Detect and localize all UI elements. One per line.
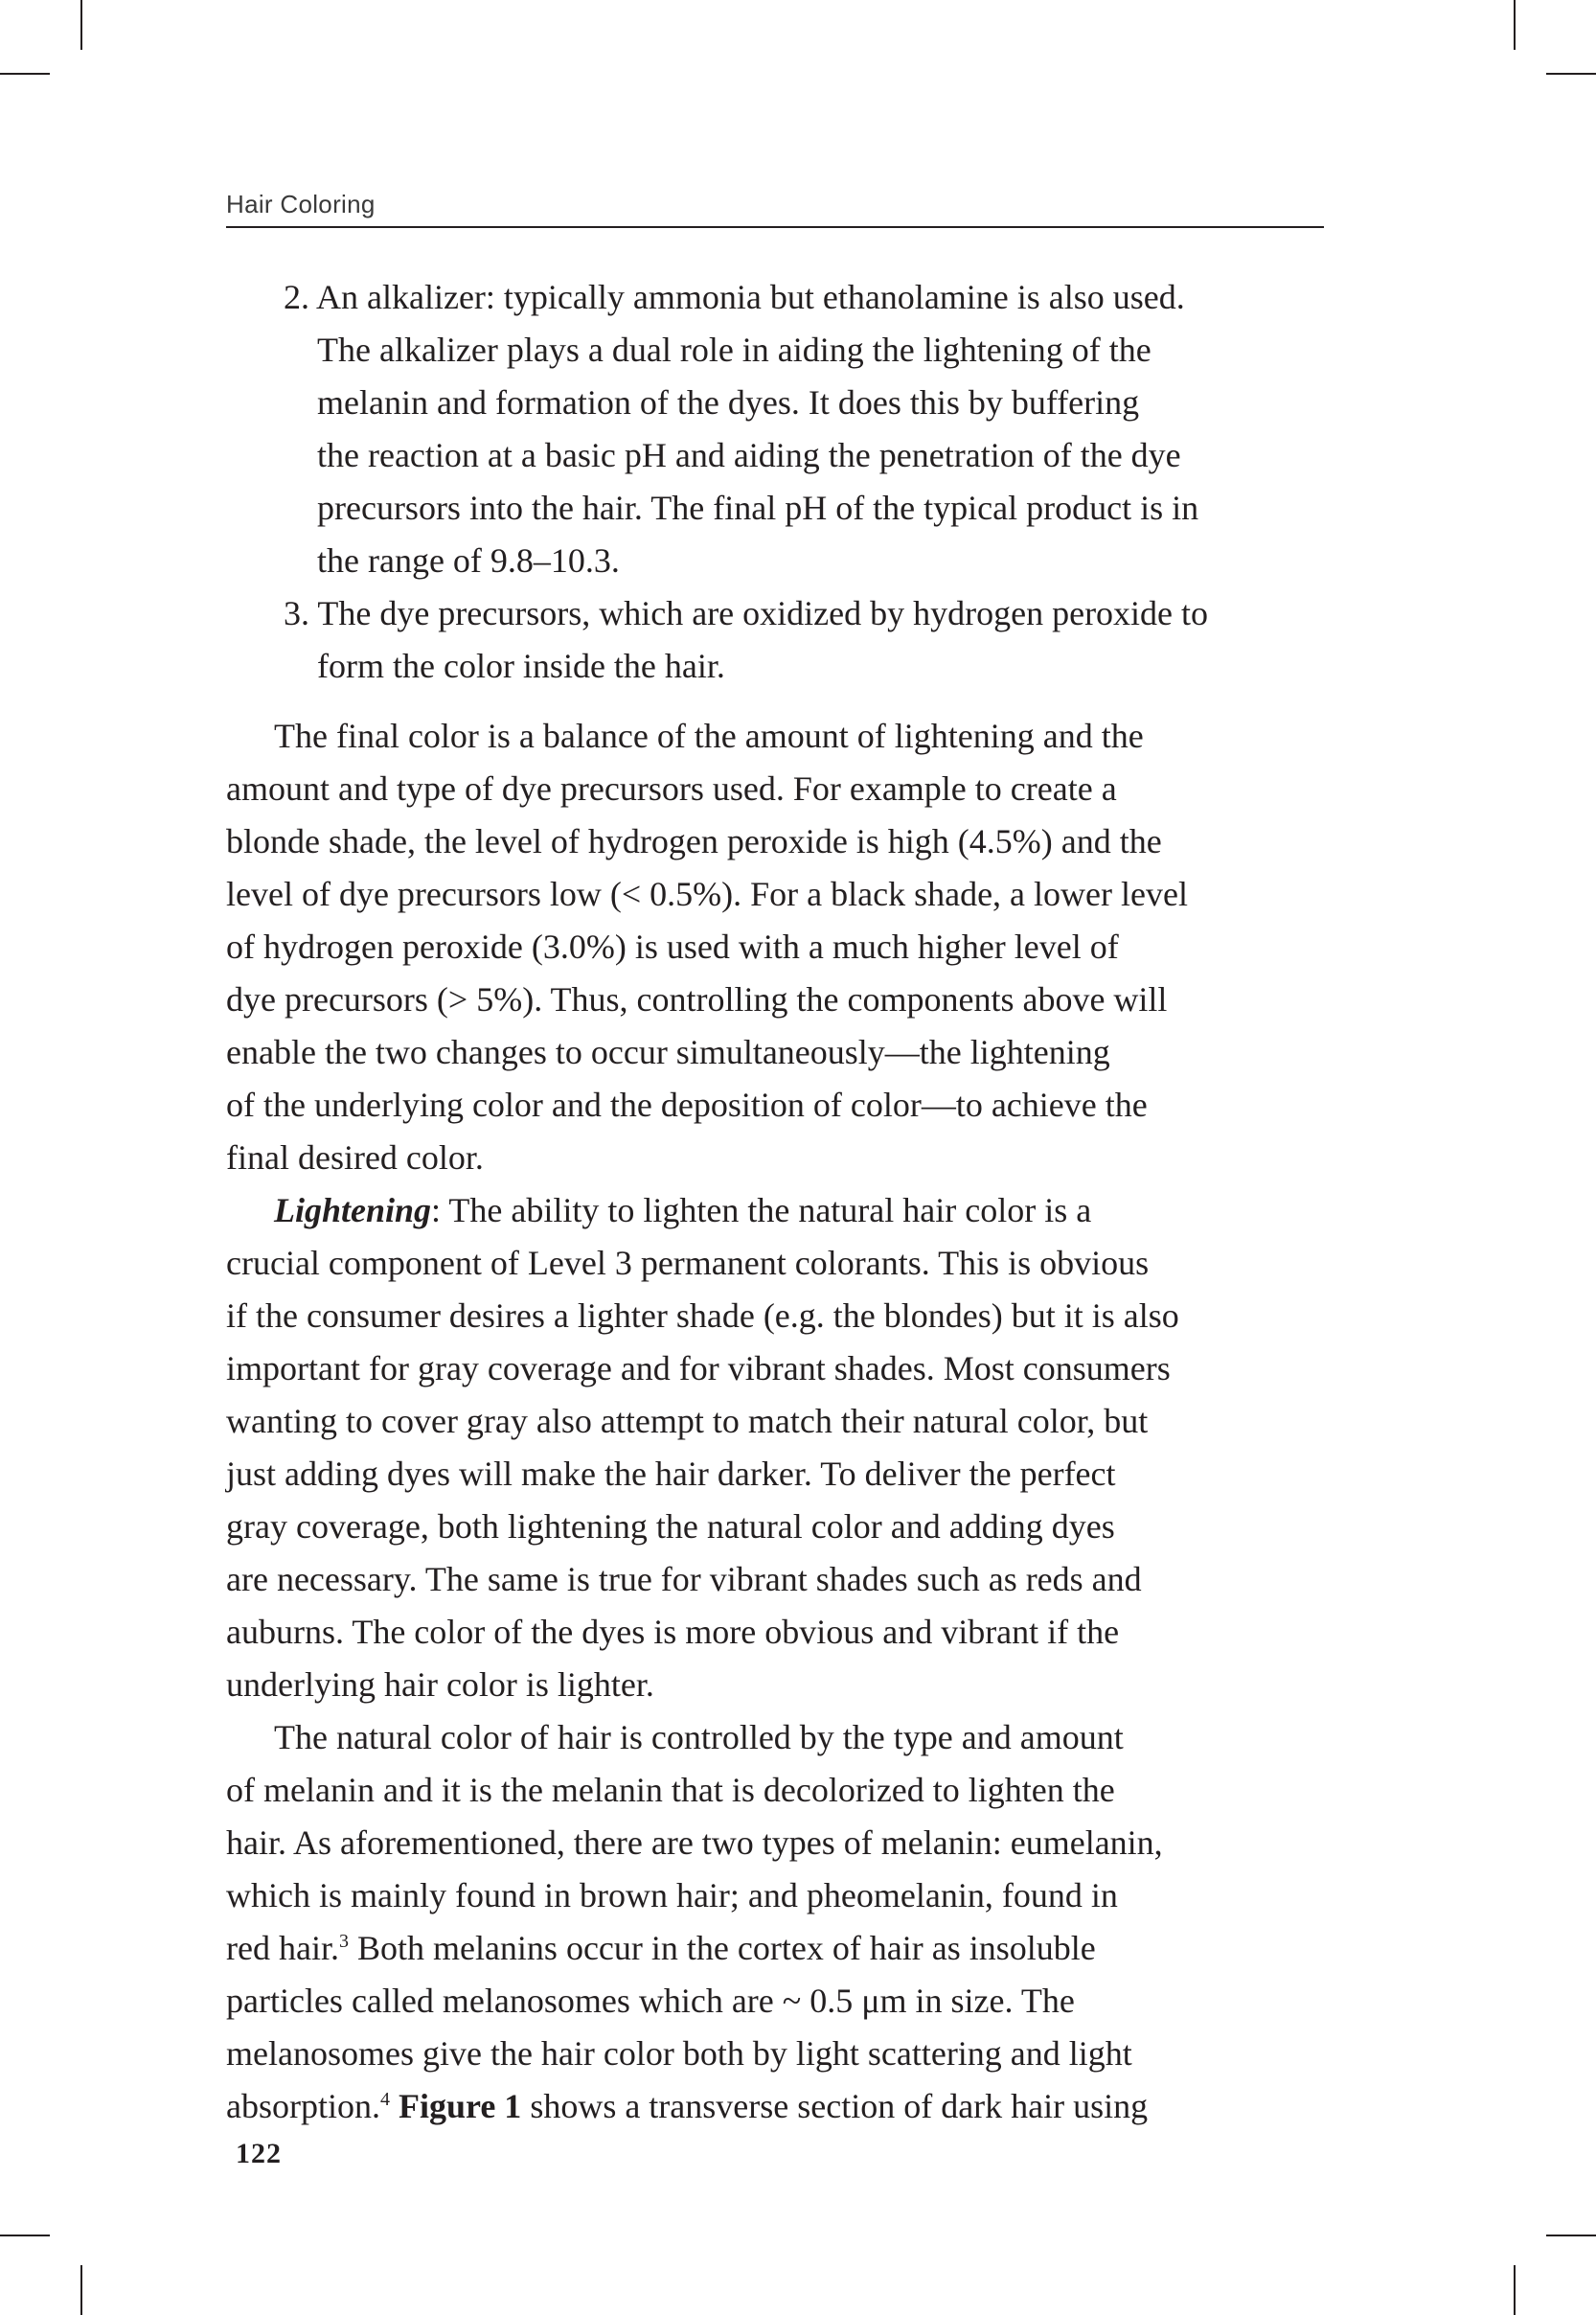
paragraph-text: red hair. [226,1929,339,1967]
paragraph-line: dye precursors (> 5%). Thus, controlling the components above will [226,980,1168,1019]
paragraph-line: amount and type of dye precursors used. For example to create a [226,769,1117,808]
paragraph-line: which is mainly found in brown hair; and pheomelanin, found in [226,1876,1118,1914]
list-item-2-line: The alkalizer plays a dual role in aiding the lightening of the [317,331,1151,369]
paragraph-line: of melanin and it is the melanin that is decolorized to lighten the [226,1771,1115,1809]
paragraph-line: auburns. The color of the dyes is more obvious and vibrant if the [226,1613,1120,1651]
crop-mark [1546,2235,1596,2236]
list-item-3-line: 3. The dye precursors, which are oxidized by hydrogen peroxide to [284,594,1209,632]
paragraph-text: Both melanins occur in the cortex of hair as insoluble [348,1929,1096,1967]
run-in-heading: Lightening [274,1191,432,1229]
paragraph-line: are necessary. The same is true for vibrant shades such as reds and [226,1560,1142,1598]
paragraph-line: if the consumer desires a lighter shade (e.g. the blondes) but it is also [226,1296,1179,1335]
page-number: 122 [236,2138,282,2169]
paragraph-line: crucial component of Level 3 permanent colorants. This is obvious [226,1244,1150,1282]
list-item-2-line: the reaction at a basic pH and aiding the penetration of the dye [317,436,1181,474]
paragraph-line: underlying hair color is lighter. [226,1665,654,1704]
list-item-3-line: form the color inside the hair. [317,647,725,685]
paragraph-line [226,2080,1337,2133]
crop-mark [0,2235,50,2236]
paragraph-line: just adding dyes will make the hair darker. To deliver the perfect [226,1455,1116,1493]
paragraph-line: final desired color. [226,1138,484,1177]
paragraph-line: melanosomes give the hair color both by light scattering and light [226,2034,1132,2073]
crop-mark [1514,2265,1516,2315]
paragraph-line: level of dye precursors low (< 0.5%). For a black shade, a lower level [226,875,1188,913]
paragraph-line: of hydrogen peroxide (3.0%) is used with a much higher level of [226,928,1119,966]
header-rule [226,226,1324,228]
paragraph-line: enable the two changes to occur simultaneously—the lightening [226,1033,1110,1071]
crop-mark [80,0,82,50]
paragraph-line: hair. As aforementioned, there are two types of melanin: eumelanin, [226,1823,1163,1862]
paragraph-line [226,1184,1337,1237]
reference-superscript: 3 [338,1931,349,1952]
crop-mark [1514,0,1516,50]
paragraph-line: of the underlying color and the deposition of color—to achieve the [226,1086,1148,1124]
paragraph-line: particles called melanosomes which are ~ 0.5 μm in size. The [226,1982,1075,2020]
paragraph-line: The natural color of hair is controlled by the type and amount [274,1718,1124,1756]
paragraph-text: : The ability to lighten the natural hair color is a [431,1191,1092,1229]
body-text [226,710,1337,2133]
list-item-2-line: melanin and formation of the dyes. It does this by buffering [317,383,1140,422]
paragraph-line: gray coverage, both lightening the natural color and adding dyes [226,1507,1115,1546]
paragraph-line: blonde shade, the level of hydrogen peroxide is high (4.5%) and the [226,822,1162,860]
list-item-2-line: 2. An alkalizer: typically ammonia but ethanolamine is also used. [284,278,1185,316]
paragraph-line: important for gray coverage and for vibrant shades. Most consumers [226,1349,1171,1387]
list-item-2-line: precursors into the hair. The final pH of the typical product is in [317,489,1199,527]
paragraph-line: The final color is a balance of the amount of lightening and the [274,717,1144,755]
paragraph-line: wanting to cover gray also attempt to match their natural color, but [226,1402,1149,1440]
running-head: Hair Coloring [226,190,376,218]
paragraph-line [226,1922,1337,1975]
paragraph-text: absorption. [226,2087,380,2125]
list-item-2-line: the range of 9.8–10.3. [317,541,620,580]
numbered-list [226,271,1337,693]
paragraph-text: shows a transverse section of dark hair using [521,2087,1149,2125]
crop-mark [80,2265,82,2315]
crop-mark [0,73,50,75]
crop-mark [1546,73,1596,75]
figure-reference: Figure 1 [398,2087,522,2125]
reference-superscript: 4 [379,2089,390,2110]
